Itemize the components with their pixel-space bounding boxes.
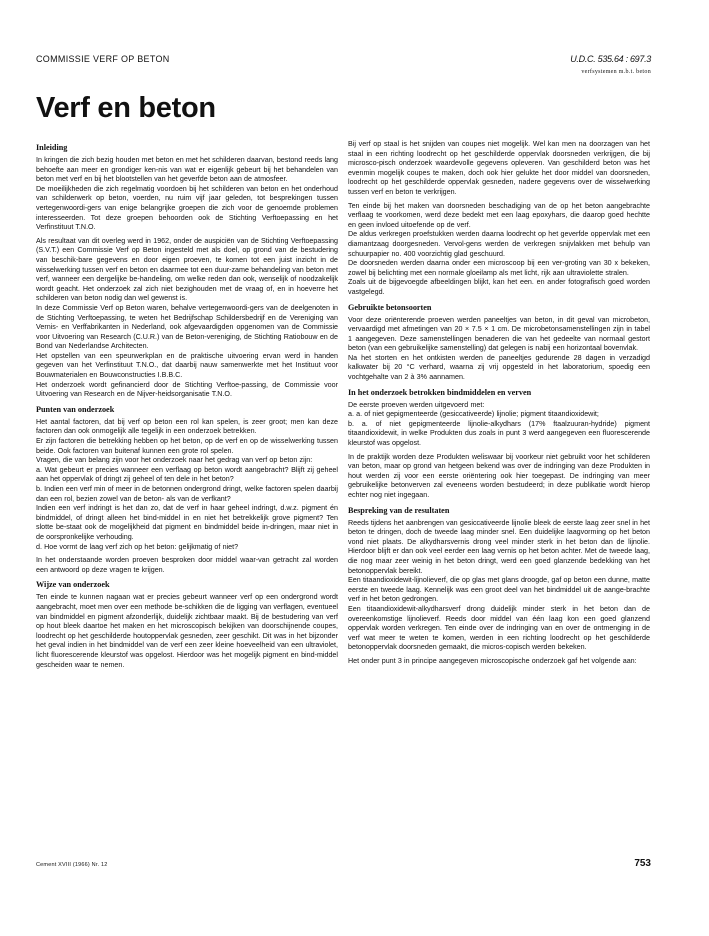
paragraph: De aldus verkregen proefstukken werden daarna loodrecht op het geverfde oppervlak met een diamantzaag doorgesneden. Vervol-gens werden de verkregen snijvlakken met behulp van schuurpapier no. 400 voorzichtig glad geschuurd.	[348, 230, 650, 258]
paragraph: In deze Commissie Verf op Beton waren, behalve vertegenwoordi-gers van de deelgenoten in de Stichting Verftoepassing, te weten het Bedrijfschap Schildersbedrijf en de Vereniging van Vernis- en Verffabrikanten in Nederland, ook afgevaardigden opgenomen van de Commissie voor Uitvoering van Research (C.U.R.) van de Beton-vereniging, de Stichting Ratiobouw en de Bond van Nederlandse Architecten.	[36, 303, 338, 351]
paragraph: Zoals uit de bijgevoegde afbeeldingen blijkt, kan het een. en ander fotografisch goed worden vastgelegd.	[348, 278, 650, 296]
paragraph: De eerste proeven werden uitgevoerd met:	[348, 400, 485, 409]
paragraph: In het onderstaande worden proeven besproken door middel waar-van getracht zal worden een antwoord op deze vragen te krijgen.	[36, 556, 338, 574]
paragraph: In de praktijk worden deze Produkten weliswaar bij voorkeur niet gebruikt voor het schilderen van beton, maar op grond van hetgeen bekend was over de indringing van deze Produkten in hout werden zij voor een eerste oriëntering ook hier toegepast. De indringing van meer gebruikelijke betonverven zal eveneens worden bestudeerd; in deze publikatie wordt hierop echter nog niet ingegaan.	[348, 452, 650, 499]
paragraph: De doorsneden werden daarna onder een microscoop bij een ver-groting van 30 x bekeken, zowel bij belichting met een normale gloeilamp als met licht, rijk aan ultraviolette stralen.	[348, 259, 650, 277]
section-heading: Inleiding	[36, 143, 68, 152]
paragraph: Vragen, die van belang zijn voor het onderzoek naar het gedrag van verf op beton zijn:	[36, 456, 313, 465]
section-heading: Gebruikte betonsoorten	[348, 302, 432, 312]
list-item: b. Indien een verf min of meer in de betonnen ondergrond dringt, welke factoren spelen daarbij dan een rol, bezien zowel van de beton- als van de verfkant?	[36, 485, 338, 503]
journal-citation: Cement XVIII (1966) Nr. 12	[36, 862, 108, 868]
section-heading: Punten van onderzoek	[36, 404, 115, 414]
section-heading: In het onderzoek betrokken bindmiddelen en verven	[348, 387, 532, 397]
paragraph: In kringen die zich bezig houden met beton en met het schilderen daarvan, bestond reeds lang behoefte aan meer en grondiger ken-nis van wat er eigenlijk gebeurt bij het behandelen van beton met verf en bij het blootstellen van het geverfde beton aan de atmosfeer.	[36, 156, 338, 184]
paragraph: Het onder punt 3 in principe aangegeven microscopische onderzoek gaf het volgende aan:	[348, 656, 637, 665]
paragraph: Als resultaat van dit overleg werd in 1962, onder de auspiciën van de Stichting Verftoepassing (S.V.T.) een Commissie Verf op Beton ingesteld met als doel, op grond van de bestudering van beschik-bare gegevens en door eigen proeven, te komen tot een juist inzicht in de wisselwerking tussen verf en beton en daarmee tot een duur-zame behandeling van beton met verf, wanneer een dergelijke be-handeling, om welke reden dan ook, wenselijk of noodzakelijk wordt geacht. Het onderzoek zal zich niet bezighouden met de vraag of, en in hoeverre het schilderen van beton nodig dan wel gewenst is.	[36, 236, 338, 303]
list-item: a. Wat gebeurt er precies wanneer een verflaag op beton wordt aangebracht? Blijft zij geheel aan het oppervlak of dringt zij geheel of ten dele in het beton?	[36, 465, 338, 484]
list-item: a. a. of niet gepigmenteerde (gesiccativeerde) lijnolie; pigment titaandioxidewit;	[348, 410, 599, 419]
paragraph: Een titaandioxidewit-lijnolieverf, die op glas met glans droogde, gaf op beton een dunne, matte eerste en tweede laag. Kennelijk was een groot deel van het bindmiddel uit de aange-brachte verf in het beton gedrongen.	[348, 576, 650, 604]
paragraph: Het aantal factoren, dat bij verf op beton een rol kan spelen, is zeer groot; men kan deze factoren dan ook onmogelijk alle tegelijk in een onderzoek betrekken.	[36, 417, 338, 436]
page-number: 753	[634, 858, 651, 869]
paragraph: Reeds tijdens het aanbrengen van gesiccativeerde lijnolie bleek de eerste laag zeer snel in het beton te dringen, doch de tweede laag minder snel. Een duidelijke laagvorming op het beton vond niet plaats. De alkydharsvernis drong veel minder sterk in het beton dan de lijnolie. Hierdoor blijft er dan ook veel eerder een laag vernis op het beton achter. Met de tweede laag, die nog maar zeer weinig in het beton dringt, werd een goed glanzende bedekking van het betonoppervlak bereikt.	[348, 518, 650, 575]
list-item: Indien een verf indringt is het dan zo, dat de verf in haar geheel indringt, d.w.z. pigment én bindmiddel, of dringt alleen het bind-middel in en niet het betrekkelijk grove pigment? Ten slotte be-staat ook de mogelijkheid dat pigment en bindmiddel beide in-dringen, maar niet in de oorspronkelijke verhouding.	[36, 504, 338, 541]
paragraph: Ten einde bij het maken van doorsneden beschadiging van de op het beton aangebrachte verflaag te voorkomen, werd deze bedekt met een laag epoxyhars, die daarop goed hechtte en geen invloed uitoefende op de verf.	[348, 201, 650, 229]
paragraph: Het onderzoek wordt gefinancierd door de Stichting Verftoe-passing, de Commissie voor Uitvoering van Research en de Nijver-heidsorganisatie T.N.O.	[36, 380, 338, 399]
udc-classification: U.D.C. 535.64 : 697.3	[570, 54, 651, 64]
list-item: b. a. of niet gepigmenteerde lijnolie-alkydhars (17% ftaalzuuran-hydride) pigment titaandioxidewit, in welke Produkten dus zoals in punt 3 werd aangegeven een fluorescerende kleurstof was opgelost.	[348, 419, 650, 448]
paragraph: Bij verf op staal is het snijden van coupes niet mogelijk. Wel kan men na doorzagen van het staal in een richting loodrecht op het geschilderde oppervlak doorsneden verkrijgen, die bij microsco-pisch onderzoek waardevolle gegevens opleveren. Van geschilderd beton was het evenmin mogelijk coupes te maken, doch ook hier gelukte het door middel van doorsneden, loodrecht op het geschilderde oppervlak gesneden, nadere gegevens over de wisselwerking tussen verf en beton te verkrijgen.	[348, 140, 650, 196]
paragraph: Een titaandioxidewit-alkydharsverf drong duidelijk minder sterk in het beton dan de overeenkomstige lijnolieverf. Reeds door middel van één laag kon een goed glanzend oppervlak worden verkregen. Ten einde over de indringing van en over de ontmenging in de verf wat meer te weten te komen, werden in een richting loodrecht op het geschilderde betonoppervlak doorsneden gemaakt, die micros-copisch werden bekeken.	[348, 604, 650, 652]
paragraph: Ten einde te kunnen nagaan wat er precies gebeurt wanneer verf op een ondergrond wordt aangebracht, moet men over een methode be-schikken die de ligging van verflagen, eventueel van bindmiddel en pigment afzonderlijk, duidelijk zichtbaar maakt. Bij de bestudering van verf op hout bleek daartoe het maken en het microscopisch bekijken van doorschijnende coupes, loodrecht op het geschilderde houtoppervlak gesneden, zeer geschikt. Dit was in het bijzonder het geval indien in het bindmiddel van de verf een zeer kleine hoeveelheid van een ultraviolet, licht fluorescerende kleurstof was opgelost. Hierdoor was het mogelijk pigment en bind-middel gescheiden waar te nemen.	[36, 593, 338, 669]
paragraph: Voor deze oriënterende proeven werden paneeltjes van beton, in dit geval van microbeton, vervaardigd met afmetingen van 20 × 7.5 × 1 cm. De microbetonsamenstellingen zijn in tabel 1 aangegeven. Deze samenstellingen benaderen die van het gedeelte van normaal gestort beton (van een gebruikelijke samenstelling) dat gelegen is nabij een horizontaal bovenvlak.	[348, 315, 650, 353]
right-column	[348, 140, 650, 671]
section-heading: Bespreking van de resultaten	[348, 505, 450, 515]
left-column	[36, 140, 338, 674]
paragraph: Het opstellen van een speurwerkplan en de praktische uitvoering ervan werd in handen gegeven van het Verfinstituut T.N.O., dat daarbij nauw samenwerkte met het Instituut voor Bouwmaterialen en Bouwconstructies I.B.B.C.	[36, 351, 338, 380]
running-header: COMMISSIE VERF OP BETON	[36, 54, 170, 64]
list-item: d. Hoe vormt de laag verf zich op het beton: gelijkmatig of niet?	[36, 542, 239, 551]
paragraph: Na het storten en het ontkisten werden de paneeltjes gedurende 28 dagen in verzadigd kalkwater bij 20 °C verhard, waarna zij vrij opgesteld in het laboratorium, spoedig een vochtgehalte van 2 à 3% aannamen.	[348, 353, 650, 382]
subject-line: verfsystemen m.b.t. beton	[581, 69, 651, 75]
paragraph: De moeilijkheden die zich regelmatig voordoen bij het schilderen van beton en het onderhoud van schilderwerk op beton, voerden, nu ruim vijf jaar geleden, tot besprekingen tussen vertegenwoordi-gers van enige belangrijke groepen die zich voor de genoemde problemen interesseerden. Tot deze groepen behoorden ook de Stichting Verftoepassing en het Verfinstituut T.N.O.	[36, 184, 338, 232]
paragraph: Er zijn factoren die betrekking hebben op het beton, op de verf en op de wisselwerking tussen beide. Ook factoren van buitenaf kunnen een grote rol spelen.	[36, 437, 338, 455]
section-heading: Wijze van onderzoek	[36, 580, 110, 590]
article-title: Verf en beton	[36, 92, 216, 124]
